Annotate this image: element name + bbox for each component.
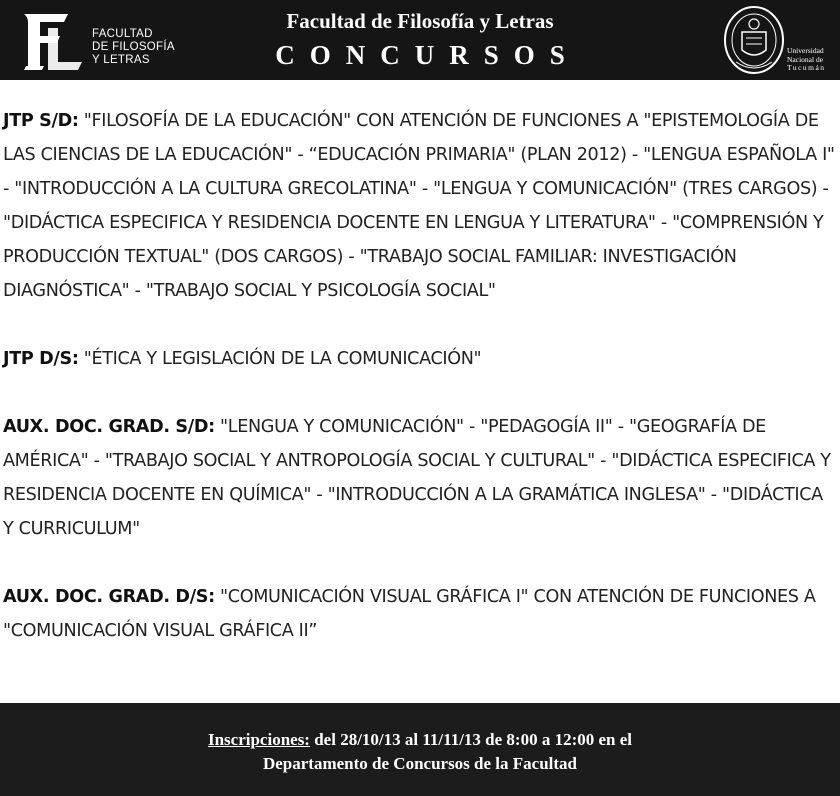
- concurso-entry: [3, 580, 835, 648]
- inscription-period: del 28/10/13 al 11/11/13 de 8:00 a 12:00 en el: [309, 730, 633, 749]
- concurso-entry: [3, 410, 835, 546]
- concurso-entry: [3, 342, 835, 376]
- university-name: Universidad Nacional de Tucumán: [787, 46, 826, 72]
- position-label: JTP S/D:: [3, 111, 79, 131]
- page-subtitle: CONCURSOS: [275, 40, 580, 70]
- header-banner: [0, 0, 840, 80]
- concursos-list: [3, 104, 835, 682]
- position-subjects: "ÉTICA Y LEGISLACIÓN DE LA COMUNICACIÓN": [78, 349, 482, 369]
- position-label: JTP D/S:: [3, 349, 79, 369]
- page-title: Facultad de Filosofía y Letras: [286, 9, 554, 33]
- position-subjects: "COMUNICACIÓN VISUAL GRÁFICA I" CON ATENCIÓN DE FUNCIONES A "COMUNICACIÓN VISUAL GRÁFICA II”: [3, 587, 816, 641]
- position-subjects: "FILOSOFÍA DE LA EDUCACIÓN" CON ATENCIÓN DE FUNCIONES A "EPISTEMOLOGÍA DE LAS CIENCIAS DE LA EDUCACIÓN" - “EDUCACIÓN PRIMARIA" (PLAN 2012) - "LENGUA ESPAÑOLA I" - "INTRODUCCIÓN A LA CULTURA GRECOLATINA" - "LENGUA Y COMUNICACIÓN" (TRES CARGOS) - "DIDÁCTICA ESPECIFICA Y RESIDENCIA DOCENTE EN LENGUA Y LITERATURA" - "COMPRENSIÓN Y PRODUCCIÓN TEXTUAL" (DOS CARGOS) - "TRABAJO SOCIAL FAMILIAR: INVESTIGACIÓN DIAGNÓSTICA" - "TRABAJO SOCIAL Y PSICOLOGÍA SOCIAL": [3, 111, 835, 301]
- footer-banner: [0, 703, 840, 796]
- inscription-dates: [0, 730, 840, 750]
- inscription-place: Departamento de Concursos de la Facultad: [262, 754, 577, 773]
- concurso-entry: [3, 104, 835, 308]
- university-seal-icon: [722, 4, 786, 76]
- position-subjects: "LENGUA Y COMUNICACIÓN" - "PEDAGOGÍA II" - "GEOGRAFÍA DE AMÉRICA" - "TRABAJO SOCIAL Y ANTROPOLOGÍA SOCIAL Y CULTURAL" - "DIDÁCTICA ESPECIFICA Y RESIDENCIA DOCENTE EN QUÍMICA" - "INTRODUCCIÓN A LA GRAMÁTICA INGLESA" - "DIDÁCTICA Y CURRICULUM": [3, 417, 831, 539]
- inscripciones-label: Inscripciones:: [207, 730, 310, 749]
- position-label: AUX. DOC. GRAD. D/S:: [3, 587, 215, 607]
- faculty-logo-icon: [18, 6, 86, 74]
- faculty-logo-text: FACULTAD DE FILOSOFÍA Y LETRAS: [92, 28, 175, 66]
- position-label: AUX. DOC. GRAD. S/D:: [3, 417, 215, 437]
